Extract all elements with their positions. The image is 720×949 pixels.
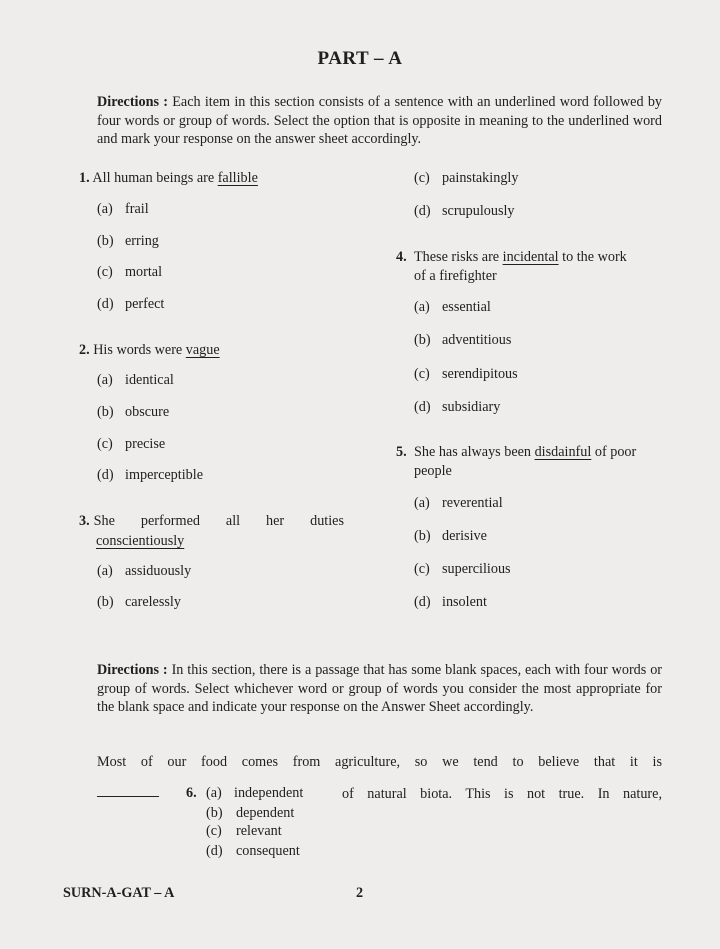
passage-line-2: of natural biota. This is not true. In nature, xyxy=(342,786,662,802)
page-title: PART – A xyxy=(317,48,403,69)
question-text-continued: of a firefighter xyxy=(414,268,497,284)
directions-label: Directions : xyxy=(97,662,168,678)
paper-code: SURN-A-GAT – A xyxy=(63,885,175,901)
underlined-word: fallible xyxy=(217,170,258,186)
option-1c: (c) mortal xyxy=(97,264,163,280)
question-3 xyxy=(79,512,344,551)
option-3d: (d) scrupulously xyxy=(414,203,515,219)
underlined-word: incidental xyxy=(502,249,559,265)
option-4d: (d) subsidiary xyxy=(414,399,501,415)
question-text: These risks are incidental to the work xyxy=(414,249,627,265)
directions-text: In this section, there is a passage that has some blank spaces, each with four words or group of words. Select whichever word or group of words you consider the most appropriate for the blank space and indicate your response on the Answer Sheet accordingly. xyxy=(97,662,663,716)
question-text: She performed all her duties xyxy=(93,513,344,529)
directions-section-2 xyxy=(97,661,662,717)
option-5b: (b) derisive xyxy=(414,528,487,544)
underlined-word: conscientiously xyxy=(96,533,185,549)
option-5d: (d) insolent xyxy=(414,594,487,610)
directions-text: Each item in this section consists of a sentence with an underlined word followed by four words or group of words. Select the option that is opposite in meaning to the underlined word and mark your response on the answer sheet accordingly. xyxy=(97,94,663,148)
page-number: 2 xyxy=(356,885,364,901)
question-text: All human beings are xyxy=(92,170,218,186)
question-text: His words were xyxy=(93,342,186,358)
question-number: 6. xyxy=(186,785,197,801)
option-2a: (a) identical xyxy=(97,372,174,388)
option-1d: (d) perfect xyxy=(97,296,165,312)
question-4 xyxy=(396,248,662,286)
question-text-continued: people xyxy=(414,463,452,479)
option-2c: (c) precise xyxy=(97,436,166,452)
option-2d: (d) imperceptible xyxy=(97,467,203,483)
option-6b: (b) dependent xyxy=(206,805,295,821)
question-1 xyxy=(79,169,258,188)
question-number: 1. xyxy=(79,170,90,186)
option-2b: (b) obscure xyxy=(97,404,170,420)
option-1a: (a) frail xyxy=(97,201,149,217)
option-1b: (b) erring xyxy=(97,233,159,249)
question-2 xyxy=(79,341,220,360)
option-3a: (a) assiduously xyxy=(97,563,192,579)
question-number: 3. xyxy=(79,513,90,529)
question-number: 4. xyxy=(396,249,407,265)
option-4c: (c) serendipitous xyxy=(414,366,518,382)
option-4b: (b) adventitious xyxy=(414,332,512,348)
option-3c: (c) painstakingly xyxy=(414,170,519,186)
option-3b: (b) carelessly xyxy=(97,594,181,610)
option-5c: (c) supercilious xyxy=(414,561,511,577)
question-text: She has always been disdainful of poor xyxy=(414,444,637,460)
answer-blank xyxy=(97,796,159,797)
directions-section-1 xyxy=(97,93,662,149)
option-6c: (c) relevant xyxy=(206,823,282,839)
option-5a: (a) reverential xyxy=(414,495,503,511)
underlined-word: disdainful xyxy=(534,444,592,460)
question-5 xyxy=(396,443,662,481)
option-4a: (a) essential xyxy=(414,299,491,315)
passage-line-1: Most of our food comes from agriculture, so we tend to believe that it is xyxy=(97,754,662,770)
underlined-word: vague xyxy=(185,342,220,358)
question-6: 6. (a) independent xyxy=(186,785,304,801)
directions-label: Directions : xyxy=(97,94,168,110)
question-number: 2. xyxy=(79,342,90,358)
option-6d: (d) consequent xyxy=(206,843,300,859)
question-number: 5. xyxy=(396,444,407,460)
